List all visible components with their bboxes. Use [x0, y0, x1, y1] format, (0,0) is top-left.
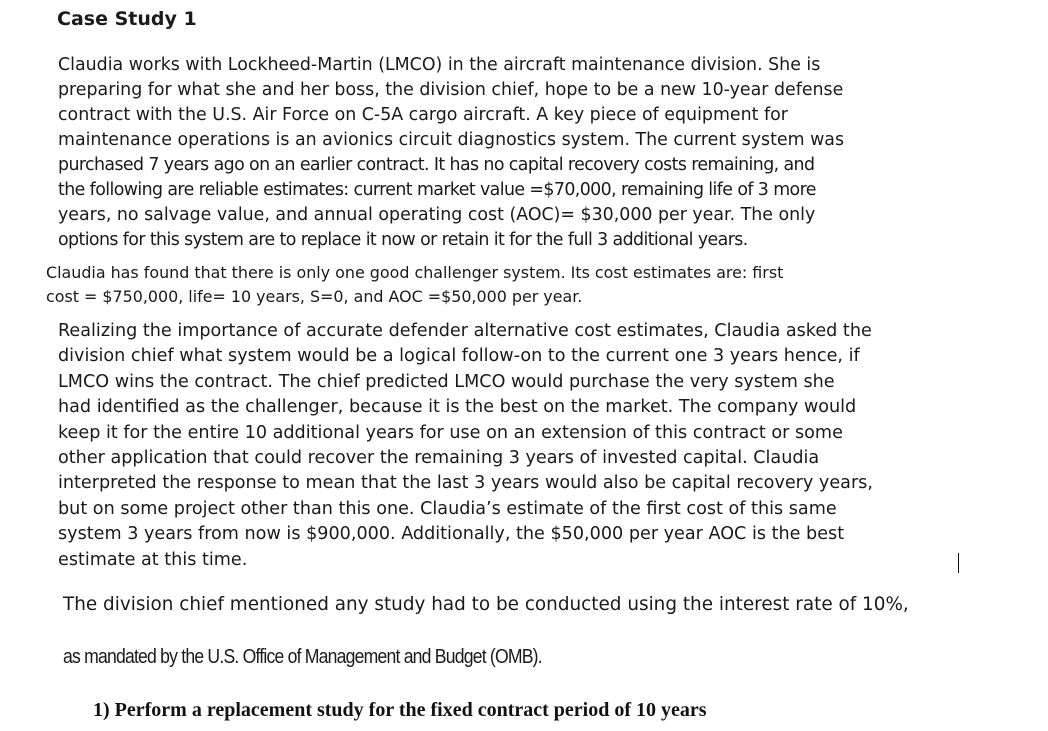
text-line: options for this system are to replace it now or retain it for the full 3 additional years.: [58, 230, 748, 250]
text-line: Claudia has found that there is only one good challenger system. Its cost estimates are: first: [46, 263, 784, 282]
case-study-title: Case Study 1: [57, 8, 197, 30]
text-line: preparing for what she and her boss, the division chief, hope to be a new 10-year defense: [58, 80, 844, 100]
text-line: but on some project other than this one. Claudia’s estimate of the first cost of this same: [58, 498, 837, 519]
text-line: system 3 years from now is $900,000. Additionally, the $50,000 per year AOC is the best: [58, 524, 845, 545]
text-cursor: [958, 553, 959, 573]
paragraph-interest-rate: The division chief mentioned any study had to be conducted using the interest rate of 10%,: [63, 594, 909, 615]
paragraph-current-system: [58, 53, 844, 253]
text-line: the following are reliable estimates: current market value =$70,000, remaining life of 3 more: [58, 180, 816, 200]
text-line: estimate at this time.: [58, 549, 248, 570]
question-1: 1) Perform a replacement study for the fixed contract period of 10 years: [93, 699, 707, 721]
text-line: keep it for the entire 10 additional years for use on an extension of this contract or some: [58, 422, 843, 443]
text-line: cost = $750,000, life= 10 years, S=0, and AOC =$50,000 per year.: [46, 287, 583, 306]
text-line: contract with the U.S. Air Force on C-5A cargo aircraft. A key piece of equipment for: [58, 105, 788, 125]
paragraph-challenger: [46, 261, 783, 309]
text-line: Realizing the importance of accurate defender alternative cost estimates, Claudia asked the: [58, 321, 872, 341]
text-line: years, no salvage value, and annual operating cost (AOC)= $30,000 per year. The only: [58, 205, 816, 225]
text-line: division chief what system would be a logical follow-on to the current one 3 years hence, if: [58, 346, 860, 367]
text-line: maintenance operations is an avionics circuit diagnostics system. The current system was: [58, 130, 845, 150]
text-line: Claudia works with Lockheed-Martin (LMCO) in the aircraft maintenance division. She is: [58, 55, 821, 75]
text-line: interpreted the response to mean that the last 3 years would also be capital recovery years,: [58, 473, 873, 494]
text-line: LMCO wins the contract. The chief predicted LMCO would purchase the very system she: [58, 371, 835, 392]
paragraph-omb-mandate: as mandated by the U.S. Office of Management and Budget (OMB).: [63, 646, 542, 668]
text-line: had identified as the challenger, because it is the best on the market. The company would: [58, 397, 857, 418]
text-line: purchased 7 years ago on an earlier contract. It has no capital recovery costs remaining, and: [58, 155, 815, 175]
text-line: other application that could recover the remaining 3 years of invested capital. Claudia: [58, 448, 820, 469]
paragraph-defender-follow-on: [58, 319, 873, 573]
